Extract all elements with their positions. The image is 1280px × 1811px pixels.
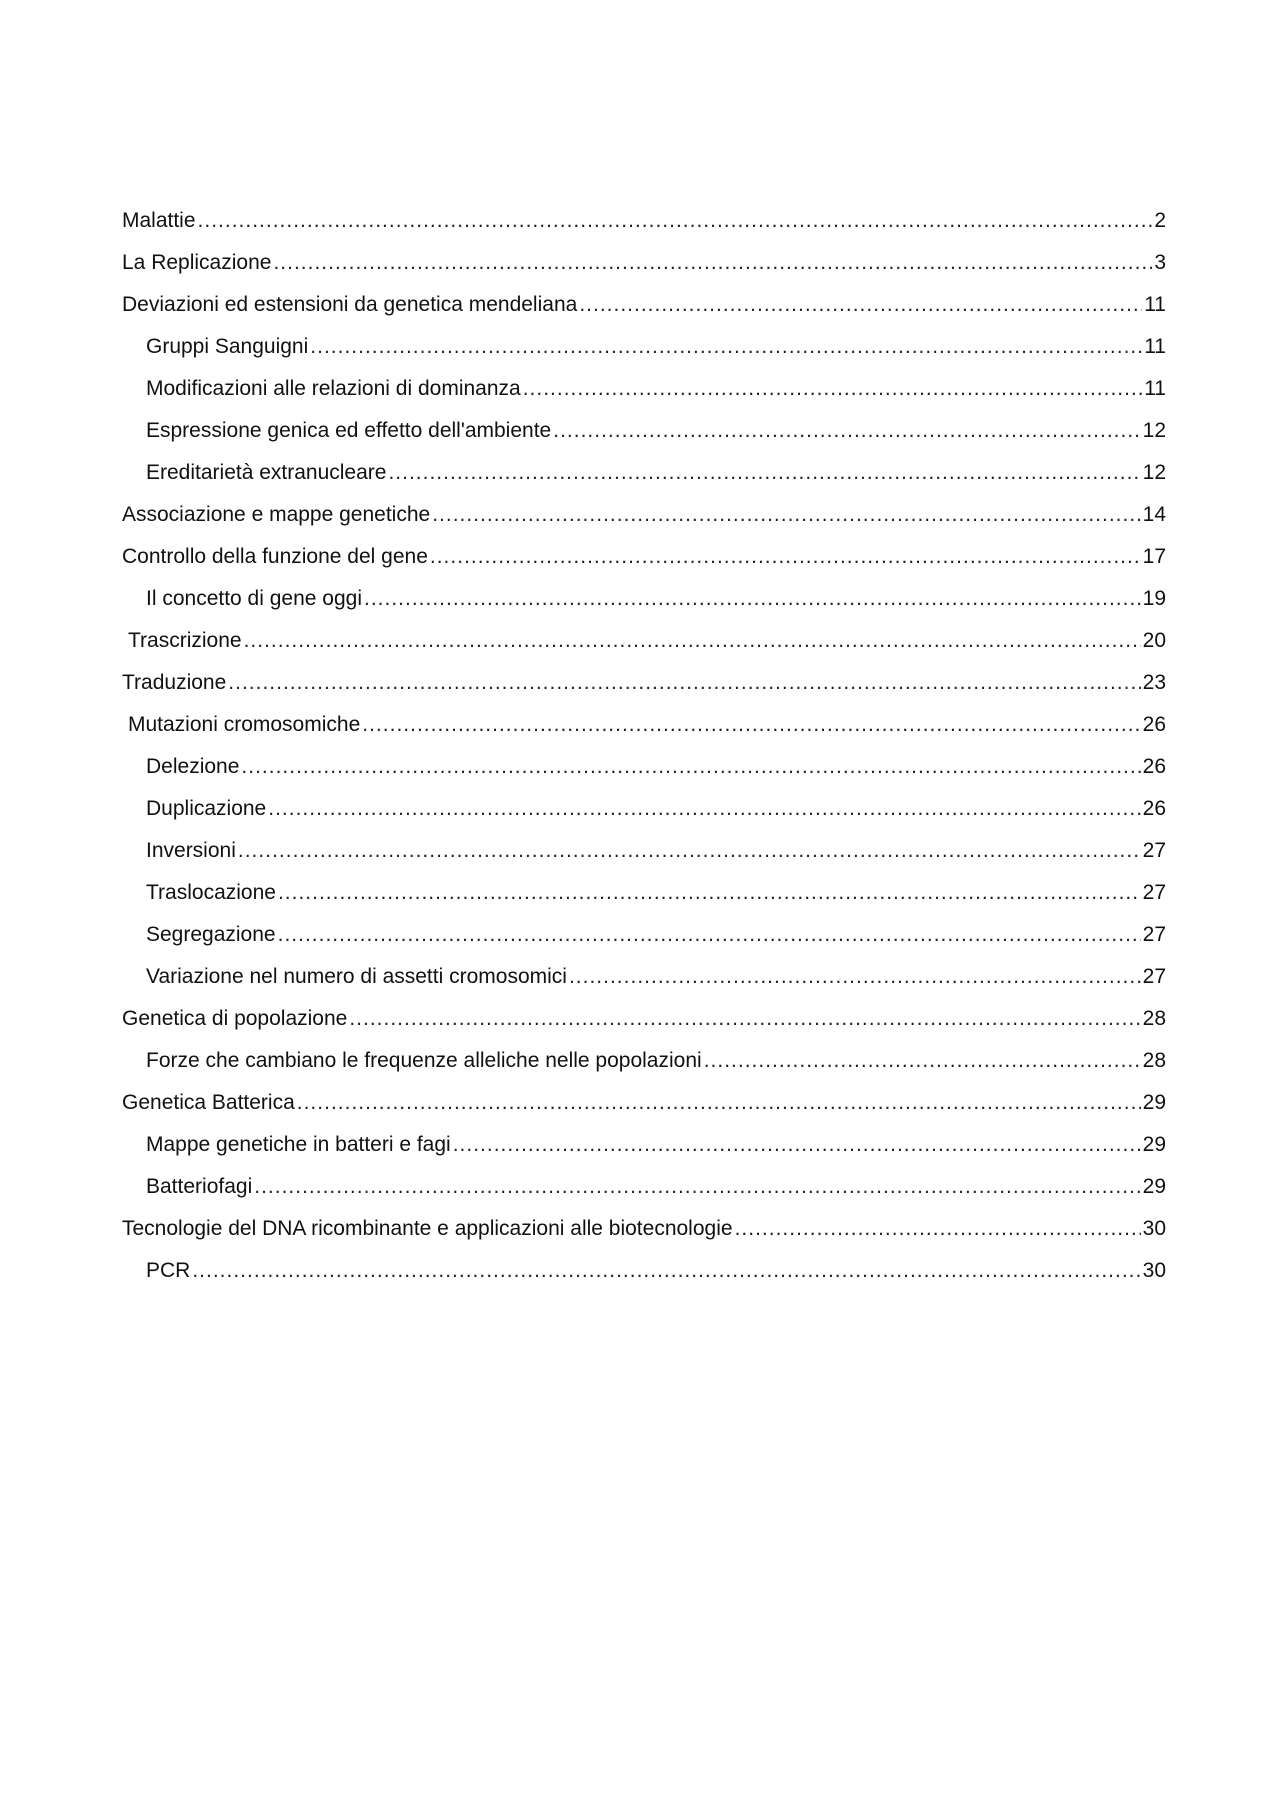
toc-entry-title: Associazione e mappe genetiche bbox=[122, 503, 431, 526]
toc-entry-title: Segregazione bbox=[146, 923, 276, 946]
toc-entry-genetica-batterica[interactable] bbox=[122, 1082, 1166, 1124]
toc-entry-title: Delezione bbox=[146, 755, 240, 778]
toc-entry-forze[interactable] bbox=[122, 1040, 1166, 1082]
toc-entry-delezione[interactable] bbox=[122, 746, 1166, 788]
toc-entry-title: Tecnologie del DNA ricombinante e applicazioni alle biotecnologie bbox=[122, 1217, 733, 1240]
toc-entry-title: Traslocazione bbox=[146, 881, 276, 904]
toc-entry-page: 29 bbox=[1142, 1133, 1166, 1156]
toc-dot-leader bbox=[198, 200, 1153, 242]
toc-dot-leader bbox=[704, 1040, 1141, 1082]
toc-dot-leader bbox=[228, 662, 1140, 704]
toc-entry-page: 20 bbox=[1142, 629, 1166, 652]
toc-entry-title: Il concetto di gene oggi bbox=[146, 587, 362, 610]
toc-entry-title: Batteriofagi bbox=[146, 1175, 253, 1198]
toc-entry-traduzione[interactable] bbox=[122, 662, 1166, 704]
toc-entry-title: Genetica Batterica bbox=[122, 1091, 295, 1114]
toc-dot-leader bbox=[569, 956, 1141, 998]
toc-entry-page: 11 bbox=[1144, 335, 1166, 358]
toc-entry-la-replicazione[interactable] bbox=[122, 242, 1166, 284]
toc-dot-leader bbox=[244, 620, 1141, 662]
toc-dot-leader bbox=[735, 1208, 1141, 1250]
toc-entry-pcr[interactable] bbox=[122, 1250, 1166, 1292]
toc-entry-title: Gruppi Sanguigni bbox=[146, 335, 309, 358]
toc-entry-mutazioni[interactable] bbox=[122, 704, 1166, 746]
toc-entry-title: PCR bbox=[146, 1259, 191, 1282]
toc-dot-leader bbox=[192, 1250, 1140, 1292]
toc-entry-page: 26 bbox=[1142, 797, 1166, 820]
toc-entry-gruppi-sanguigni[interactable] bbox=[122, 326, 1166, 368]
toc-entry-controllo[interactable] bbox=[122, 536, 1166, 578]
toc-entry-page: 17 bbox=[1142, 545, 1166, 568]
toc-entry-page: 27 bbox=[1142, 881, 1166, 904]
toc-entry-page: 3 bbox=[1154, 251, 1166, 274]
toc-entry-page: 26 bbox=[1142, 713, 1166, 736]
toc-entry-page: 26 bbox=[1142, 755, 1166, 778]
toc-entry-segregazione[interactable] bbox=[122, 914, 1166, 956]
toc-entry-title: Genetica di popolazione bbox=[122, 1007, 348, 1030]
toc-dot-leader bbox=[278, 872, 1141, 914]
toc-dot-leader bbox=[349, 998, 1140, 1040]
toc-entry-title: Controllo della funzione del gene bbox=[122, 545, 428, 568]
toc-entry-page: 30 bbox=[1142, 1217, 1166, 1240]
toc-entry-title: Modificazioni alle relazioni di dominanza bbox=[146, 377, 521, 400]
toc-dot-leader bbox=[432, 494, 1140, 536]
toc-dot-leader bbox=[310, 326, 1142, 368]
toc-entry-espressione-genica[interactable] bbox=[122, 410, 1166, 452]
toc-entry-page: 19 bbox=[1142, 587, 1166, 610]
toc-entry-variazione[interactable] bbox=[122, 956, 1166, 998]
toc-dot-leader bbox=[297, 1082, 1141, 1124]
toc-entry-traslocazione[interactable] bbox=[122, 872, 1166, 914]
toc-entry-title: Malattie bbox=[122, 209, 196, 232]
table-of-contents bbox=[122, 200, 1166, 1292]
toc-entry-page: 2 bbox=[1154, 209, 1166, 232]
toc-entry-title: Variazione nel numero di assetti cromosomici bbox=[146, 965, 567, 988]
toc-entry-page: 30 bbox=[1142, 1259, 1166, 1282]
toc-entry-duplicazione[interactable] bbox=[122, 788, 1166, 830]
toc-entry-page: 28 bbox=[1142, 1007, 1166, 1030]
toc-entry-page: 11 bbox=[1144, 377, 1166, 400]
toc-entry-title: Espressione genica ed effetto dell'ambiente bbox=[146, 419, 552, 442]
toc-entry-title: Inversioni bbox=[146, 839, 236, 862]
toc-dot-leader bbox=[453, 1124, 1141, 1166]
toc-dot-leader bbox=[254, 1166, 1140, 1208]
toc-entry-title: Ereditarietà extranucleare bbox=[146, 461, 387, 484]
toc-dot-leader bbox=[430, 536, 1141, 578]
toc-entry-page: 27 bbox=[1142, 923, 1166, 946]
toc-entry-title: Trascrizione bbox=[128, 629, 242, 652]
toc-entry-tecnologie-dna[interactable] bbox=[122, 1208, 1166, 1250]
toc-dot-leader bbox=[273, 242, 1152, 284]
toc-dot-leader bbox=[362, 704, 1140, 746]
toc-entry-page: 23 bbox=[1142, 671, 1166, 694]
toc-dot-leader bbox=[241, 746, 1140, 788]
toc-entry-batteriofagi[interactable] bbox=[122, 1166, 1166, 1208]
toc-dot-leader bbox=[579, 284, 1142, 326]
toc-entry-ereditarieta[interactable] bbox=[122, 452, 1166, 494]
toc-dot-leader bbox=[523, 368, 1142, 410]
toc-entry-page: 27 bbox=[1142, 839, 1166, 862]
toc-entry-page: 12 bbox=[1142, 419, 1166, 442]
toc-dot-leader bbox=[278, 914, 1141, 956]
toc-entry-page: 29 bbox=[1142, 1091, 1166, 1114]
toc-entry-title: Mappe genetiche in batteri e fagi bbox=[146, 1133, 451, 1156]
toc-entry-page: 11 bbox=[1144, 293, 1166, 316]
toc-entry-concetto-gene[interactable] bbox=[122, 578, 1166, 620]
toc-entry-page: 27 bbox=[1142, 965, 1166, 988]
toc-entry-title: Mutazioni cromosomiche bbox=[128, 713, 361, 736]
toc-entry-modificazioni[interactable] bbox=[122, 368, 1166, 410]
toc-entry-title: Duplicazione bbox=[146, 797, 267, 820]
toc-dot-leader bbox=[388, 452, 1140, 494]
toc-dot-leader bbox=[553, 410, 1140, 452]
toc-entry-deviazioni[interactable] bbox=[122, 284, 1166, 326]
toc-entry-title: La Replicazione bbox=[122, 251, 272, 274]
toc-entry-title: Deviazioni ed estensioni da genetica mendeliana bbox=[122, 293, 578, 316]
toc-dot-leader bbox=[268, 788, 1140, 830]
toc-entry-associazione[interactable] bbox=[122, 494, 1166, 536]
toc-entry-title: Forze che cambiano le frequenze alleliche nelle popolazioni bbox=[146, 1049, 702, 1072]
toc-entry-genetica-popolazione[interactable] bbox=[122, 998, 1166, 1040]
toc-dot-leader bbox=[364, 578, 1141, 620]
toc-entry-trascrizione[interactable] bbox=[122, 620, 1166, 662]
toc-entry-page: 29 bbox=[1142, 1175, 1166, 1198]
toc-entry-malattie[interactable] bbox=[122, 200, 1166, 242]
toc-entry-page: 14 bbox=[1142, 503, 1166, 526]
toc-entry-inversioni[interactable] bbox=[122, 830, 1166, 872]
toc-entry-page: 28 bbox=[1142, 1049, 1166, 1072]
toc-dot-leader bbox=[238, 830, 1141, 872]
toc-entry-page: 12 bbox=[1142, 461, 1166, 484]
toc-entry-title: Traduzione bbox=[122, 671, 227, 694]
toc-entry-mappe-batteri[interactable] bbox=[122, 1124, 1166, 1166]
